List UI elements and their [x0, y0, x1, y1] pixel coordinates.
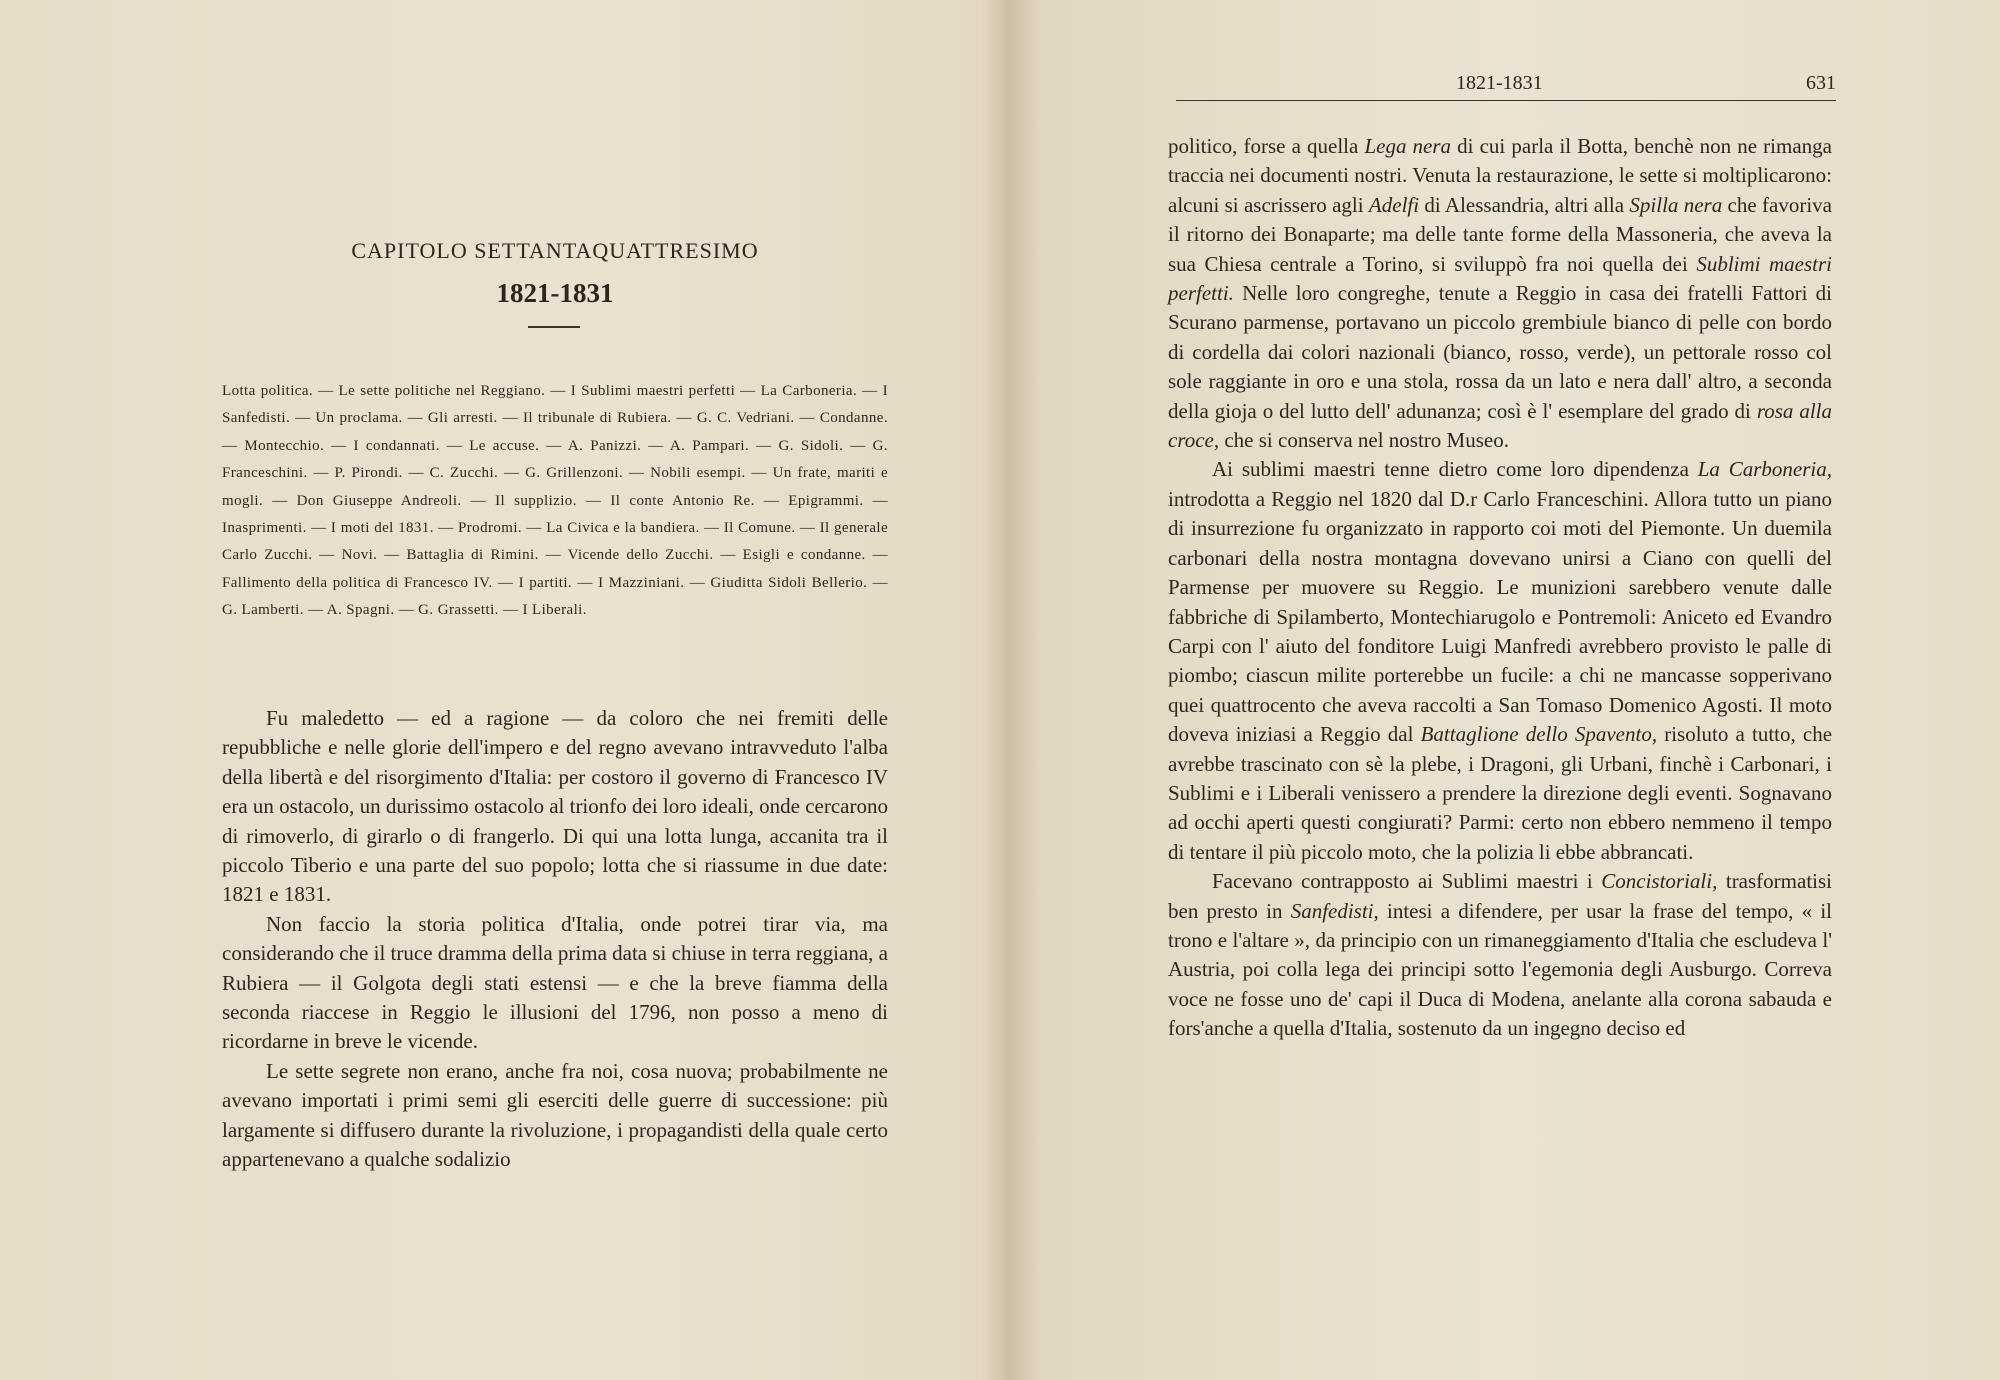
paragraph: Ai sublimi maestri tenne dietro come loro dipendenza La Carboneria, introdotta a Reggio nel 1820 dal D.r Carlo Franceschini. Allora tutto un piano di insurrezione fu organizzato in rapporto coi moti del Piemonte. Un duemila carbonari della nostra montagna dovevano unirsi a Ciano con quelli del Parmense per muovere su Reggio. Le munizioni sarebbero venute dalle fabbriche di Spilamberto, Montechiarugolo e Pontremoli: Aniceto ed Evandro Carpi con l' aiuto del fonditore Luigi Manfredi avrebbero provisto le palle di piombo; ciascun milite porterebbe un fucile: a chi ne mancasse sopperivano quei quattrocento che aveva raccolti a San Tomaso Domenico Agosti. Il moto doveva iniziasi a Reggio dal Battaglione dello Spavento, risoluto a tutto, che avrebbe trascinato con sè la plebe, i Dragoni, gli Urbani, finchè i Carbonari, i Sublimi e i Liberali venissero a prendere la direzione degli eventi. Sognavano ad occhi aperti questi congiurati? Parmi: certo non ebbero nemmeno il tempo di tentare il più piccolo moto, che la polizia li ebbe abbrancati.: [1168, 457, 1833, 864]
paragraph: politico, forse a quella Lega nera di cui parla il Botta, benchè non ne rimanga traccia nei documenti nostri. Venuta la restaurazione, le sette si moltiplicarono: alcuni si ascrissero agli Adelfi di Alessandria, altri alla Spilla nera che favoriva il ritorno dei Bonaparte; ma delle tante forme della Massoneria, che aveva la sua Chiesa centrale a Torino, si sviluppò fra noi quella dei Sublimi maestri perfetti. Nelle loro congreghe, tenute a Reggio in casa dei fratelli Fattori di Scurano parmense, portavano un piccolo grembiule bianco di pelle con bordo di cordella dai colori nazionali (bianco, rosso, verde), un pettorale rosso col sole raggiante in oro e una stola, rossa da un lato e nera dall' altro, a seconda della gioja o del lutto dell' adunanza; così è l' esemplare del grado di rosa alla croce, che si conserva nel nostro Museo.: [1168, 134, 1833, 453]
paragraph: Le sette segrete non erano, anche fra noi, cosa nuova; probabilmente ne avevano importati i primi semi gli eserciti delle guerre di successione: più largamente si diffusero durante la rivoluzione, i propagandisti della quale certo appartenevano a qualche sodalizio: [222, 1058, 888, 1172]
paragraph: Non faccio la storia politica d'Italia, onde potrei tirar via, ma considerando che il truce dramma della prima data si chiuse in terra reggiana, a Rubiera — il Golgota degli stati estensi — e che la breve fiamma della seconda riaccese in Reggio le illusioni del 1796, non posso a meno di ricordarne in breve le vicende.: [222, 911, 888, 1054]
chapter-years: 1821-1831: [496, 278, 614, 308]
right-body-text: [1168, 132, 1832, 1044]
paragraph: Facevano contrapposto ai Sublimi maestri i Concistoriali, trasformatisi ben presto in Sanfedisti, intesi a difendere, per usar la frase del tempo, « il trono e l'altare », da principio con un rimaneggiamento d'Italia che escludeva l' Austria, poi colla lega dei principi sotto l'egemonia degli Ausburgo. Correva voce ne fosse uno de' capi il Duca di Modena, anelante alla corona sabauda e fors'anche a quella d'Italia, sostenuto da un ingegno deciso ed: [1168, 869, 1833, 1041]
chapter-divider: [528, 326, 580, 328]
running-head: [1176, 72, 1836, 101]
chapter-summary: Lotta politica. — Le sette politiche nel Reggiano. — I Sublimi maestri perfetti — La Carboneria. — I Sanfedisti. — Un proclama. — Gli arresti. — Il tribunale di Rubiera. — G. C. Vedriani. — Condanne. — Montecchio. — I condannati. — Le accuse. — A. Panizzi. — A. Pampari. — G. Sidoli. — G. Franceschini. — P. Pirondi. — C. Zucchi. — G. Grillenzoni. — Nobili esempi. — Un frate, mariti e mogli. — Don Giuseppe Andreoli. — Il supplizio. — Il conte Antonio Re. — Epigrammi. — Inasprimenti. — I moti del 1831. — Prodromi. — La Civica e la bandiera. — Il Comune. — Il generale Carlo Zucchi. — Novi. — Battaglia di Rimini. — Vicende dello Zucchi. — Esigli e condanne. — Fallimento della politica di Francesco IV. — I partiti. — I Mazziniani. — Giuditta Sidoli Bellerio. — G. Lamberti. — A. Spagni. — G. Grassetti. — I Liberali.: [222, 383, 888, 619]
page-number: 631: [1806, 72, 1836, 94]
left-body-text: [222, 704, 888, 1175]
running-title: 1821-1831: [1456, 72, 1543, 94]
paragraph: Fu maledetto — ed a ragione — da coloro che nei fremiti delle repubbliche e nelle glorie dell'impero e del regno avevano intravveduto l'alba della libertà e del risorgimento d'Italia: per costoro il governo di Francesco IV era un ostacolo, un durissimo ostacolo al trionfo dei loro ideali, onde cercarono di rimoverlo, di girarlo o di frangerlo. Di qui una lotta lunga, accanita tra il piccolo Tiberio e una parte del suo popolo; lotta che si riassume in due date: 1821 e 1831.: [222, 706, 888, 907]
chapter-heading: CAPITOLO SETTANTAQUATTRESIMO: [351, 238, 759, 263]
